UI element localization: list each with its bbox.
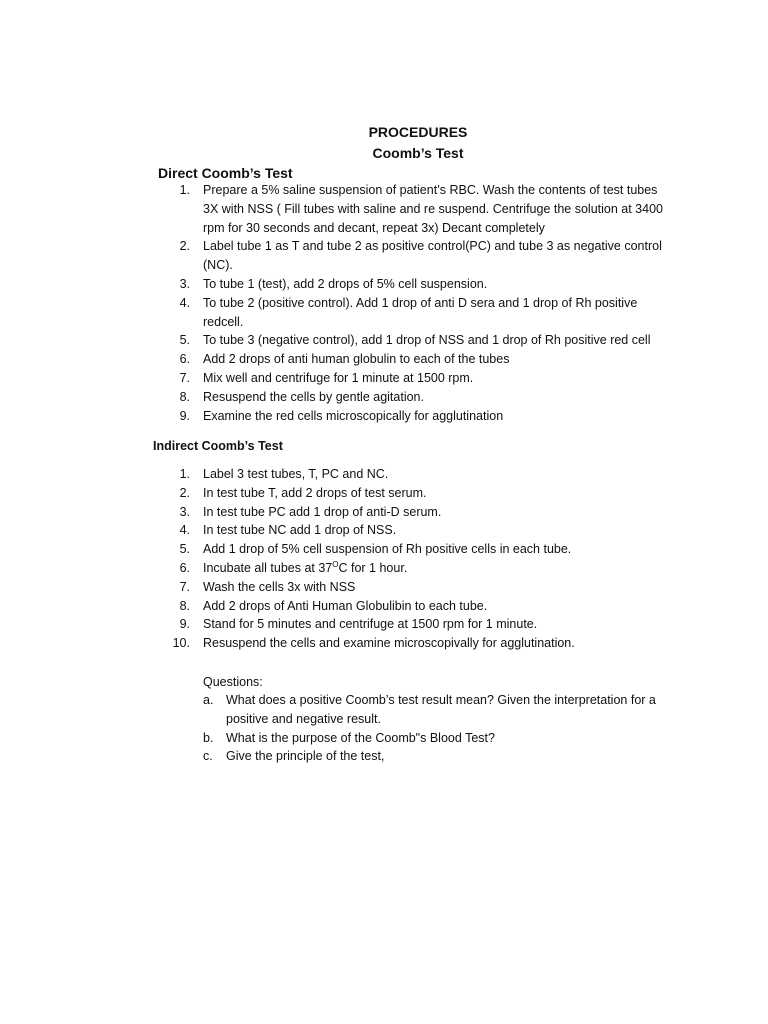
question-text: Give the principle of the test, [226, 749, 385, 764]
list-item [0, 275, 673, 294]
step-number: 2. [179, 239, 190, 254]
question-text: What is the purpose of the Coomb"s Blood Test? [226, 730, 495, 745]
step-text: Wash the cells 3x with NSS [203, 579, 356, 594]
list-item [0, 331, 673, 350]
step-text-before: Incubate all tubes at 37 [203, 560, 333, 575]
list-item [0, 578, 673, 597]
step-number: 5. [179, 333, 190, 348]
step-text: Resuspend the cells and examine microscopivally for agglutination. [203, 636, 575, 651]
step-text: Add 2 drops of Anti Human Globulibin to each tube. [203, 598, 488, 613]
list-item [0, 729, 676, 748]
indirect-test-heading: Indirect Coomb’s Test [153, 439, 283, 453]
step-text: To tube 2 (positive control). Add 1 drop of anti D sera and 1 drop of Rh positive redcell. [203, 295, 638, 329]
step-number: 1. [179, 467, 190, 481]
list-item [0, 181, 673, 237]
list-item [0, 484, 673, 503]
step-text: Add 1 drop of 5% cell suspension of Rh positive cells in each tube. [203, 542, 572, 557]
list-item [0, 615, 673, 634]
list-item [0, 559, 673, 578]
degree-superscript: O [332, 559, 339, 569]
list-item [0, 503, 673, 522]
direct-test-steps [0, 181, 673, 425]
page-title: PROCEDURES [368, 124, 468, 140]
questions-heading: Questions: [203, 675, 263, 689]
list-item [0, 369, 673, 388]
list-item [0, 634, 673, 653]
step-number: 7. [179, 370, 190, 385]
step-text: To tube 3 (negative control), add 1 drop of NSS and 1 drop of Rh positive red cell [203, 333, 651, 348]
step-number: 3. [179, 276, 190, 291]
step-number: 1. [179, 183, 190, 197]
step-number: 9. [179, 408, 190, 423]
step-text: In test tube T, add 2 drops of test serum. [203, 485, 427, 500]
step-number: 10. [172, 636, 190, 651]
list-item [0, 540, 673, 559]
step-number: 6. [179, 352, 190, 367]
step-number: 3. [179, 504, 190, 519]
question-text: What does a positive Coomb’s test result mean? Given the interpretation for a positive and negative result. [226, 693, 656, 726]
list-item [0, 388, 673, 407]
step-text: Mix well and centrifuge for 1 minute at 1500 rpm. [203, 370, 474, 385]
question-letter: c. [203, 749, 213, 764]
step-text: In test tube PC add 1 drop of anti-D serum. [203, 504, 442, 519]
step-text: Label 3 test tubes, T, PC and NC. [203, 467, 389, 481]
step-number: 5. [179, 542, 190, 557]
list-item [0, 350, 673, 369]
list-item [0, 237, 673, 275]
step-number: 2. [179, 485, 190, 500]
step-number: 4. [179, 295, 190, 310]
step-number: 8. [179, 598, 190, 613]
step-text: Examine the red cells microscopically for agglutination [203, 408, 504, 423]
step-text: To tube 1 (test), add 2 drops of 5% cell suspension. [203, 276, 488, 291]
list-item [0, 465, 673, 484]
step-number: 9. [179, 617, 190, 632]
step-number: 6. [179, 560, 190, 575]
step-text: Prepare a 5% saline suspension of patient’s RBC. Wash the contents of test tubes 3X with NSS ( Fill tubes with saline and re suspend. Centrifuge the solution at 3400 rpm for 30 seconds and decant, repeat 3x) Decant completely [203, 183, 663, 235]
question-letter: a. [203, 693, 214, 707]
step-text: Resuspend the cells by gentle agitation. [203, 389, 424, 404]
list-item [0, 521, 673, 540]
question-letter: b. [203, 730, 214, 745]
step-text: Label tube 1 as T and tube 2 as positive control(PC) and tube 3 as negative control (NC). [203, 239, 662, 273]
step-text: Stand for 5 minutes and centrifuge at 1500 rpm for 1 minute. [203, 617, 538, 632]
list-item [0, 294, 673, 332]
page-subtitle: Coomb’s Test [372, 145, 464, 161]
list-item [0, 597, 673, 616]
direct-test-heading: Direct Coomb’s Test [158, 165, 293, 181]
step-number: 8. [179, 389, 190, 404]
list-item [0, 747, 676, 766]
step-text: In test tube NC add 1 drop of NSS. [203, 523, 397, 538]
list-item [0, 691, 676, 729]
indirect-test-steps [0, 465, 673, 653]
questions-list [0, 691, 676, 766]
step-text-after: C for 1 hour. [338, 560, 408, 575]
list-item [0, 407, 673, 426]
step-text: Add 2 drops of anti human globulin to each of the tubes [203, 352, 510, 367]
step-number: 7. [179, 579, 190, 594]
step-number: 4. [179, 523, 190, 538]
